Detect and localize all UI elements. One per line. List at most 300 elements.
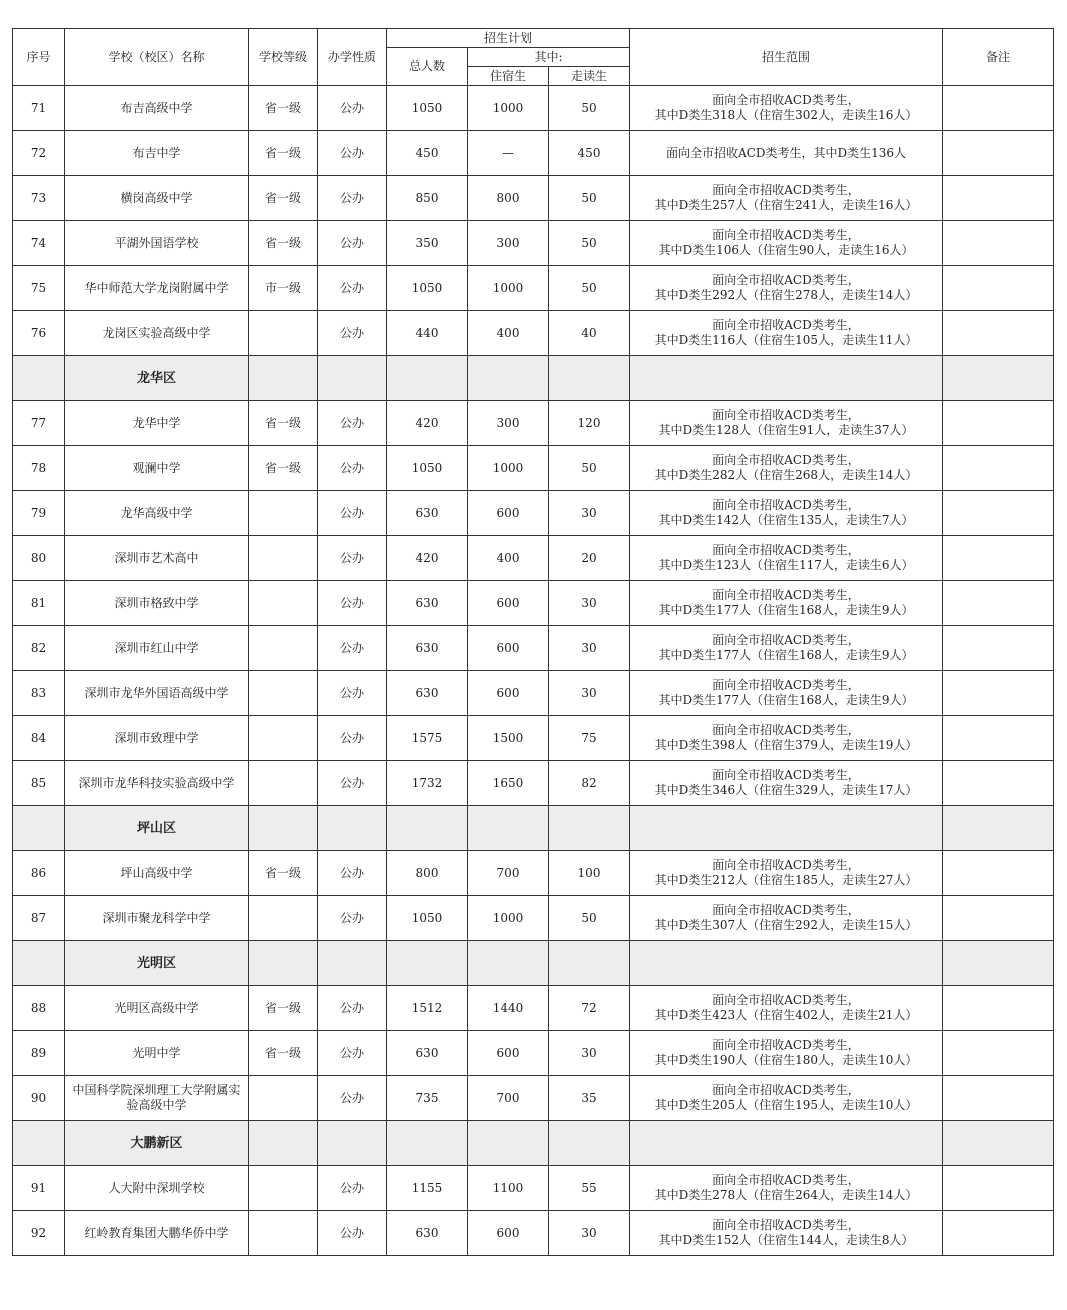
row-school-name: 中国科学院深圳理工大学附属实验高级中学 [65, 1076, 249, 1121]
row-level: 省一级 [249, 86, 318, 131]
row-boarding: 700 [468, 851, 549, 896]
row-total: 800 [387, 851, 468, 896]
table-header [13, 29, 1054, 86]
table-row [13, 671, 1054, 716]
district-empty-cell [630, 356, 943, 401]
district-empty-cell [318, 1121, 387, 1166]
row-boarding: — [468, 131, 549, 176]
row-boarding: 1000 [468, 446, 549, 491]
district-row [13, 1121, 1054, 1166]
district-empty-cell [318, 356, 387, 401]
scope-line-2: 其中D类生116人（住宿生105人，走读生11人） [654, 333, 918, 347]
district-row [13, 941, 1054, 986]
row-nature: 公办 [318, 581, 387, 626]
scope-line-1: 面向全市招收ACD类考生， [712, 633, 860, 647]
row-day: 35 [549, 1076, 630, 1121]
row-nature: 公办 [318, 221, 387, 266]
row-total: 630 [387, 491, 468, 536]
table-row [13, 581, 1054, 626]
row-seq: 84 [13, 716, 65, 761]
row-remarks [943, 896, 1054, 941]
row-nature: 公办 [318, 536, 387, 581]
row-nature: 公办 [318, 401, 387, 446]
table-row [13, 626, 1054, 671]
row-day: 55 [549, 1166, 630, 1211]
scope-line-1: 面向全市招收ACD类考生， [712, 1173, 860, 1187]
scope-line-2: 其中D类生177人（住宿生168人，走读生9人） [658, 693, 914, 707]
row-total: 630 [387, 1031, 468, 1076]
row-seq: 71 [13, 86, 65, 131]
header-boarding: 住宿生 [468, 67, 549, 86]
row-school-name: 深圳市红山中学 [65, 626, 249, 671]
row-nature: 公办 [318, 896, 387, 941]
row-scope [630, 311, 943, 356]
table-row [13, 446, 1054, 491]
row-nature: 公办 [318, 761, 387, 806]
row-nature: 公办 [318, 986, 387, 1031]
scope-line-1: 面向全市招收ACD类考生， [712, 498, 860, 512]
row-boarding: 1440 [468, 986, 549, 1031]
scope-line-1: 面向全市招收ACD类考生， [712, 1083, 860, 1097]
district-empty-cell [943, 941, 1054, 986]
header-seq: 序号 [13, 29, 65, 86]
row-level [249, 671, 318, 716]
row-remarks [943, 716, 1054, 761]
scope-line-2: 其中D类生423人（住宿生402人，走读生21人） [654, 1008, 918, 1022]
row-day: 50 [549, 446, 630, 491]
scope-line-1: 面向全市招收ACD类考生， [712, 273, 860, 287]
row-remarks [943, 671, 1054, 716]
row-school-name: 人大附中深圳学校 [65, 1166, 249, 1211]
row-remarks [943, 1211, 1054, 1256]
row-scope [630, 266, 943, 311]
row-level: 省一级 [249, 131, 318, 176]
district-empty-cell [549, 1121, 630, 1166]
district-empty-cell [468, 806, 549, 851]
district-empty-cell [943, 1121, 1054, 1166]
table-row [13, 1211, 1054, 1256]
row-seq: 82 [13, 626, 65, 671]
row-boarding: 1100 [468, 1166, 549, 1211]
row-school-name: 深圳市艺术高中 [65, 536, 249, 581]
table-row [13, 311, 1054, 356]
scope-line-2: 其中D类生205人（住宿生195人，走读生10人） [654, 1098, 918, 1112]
row-scope [630, 401, 943, 446]
row-remarks [943, 1031, 1054, 1076]
row-nature: 公办 [318, 311, 387, 356]
district-empty-cell [13, 941, 65, 986]
row-remarks [943, 266, 1054, 311]
row-seq: 91 [13, 1166, 65, 1211]
row-total: 630 [387, 626, 468, 671]
row-scope [630, 581, 943, 626]
scope-line-2: 其中D类生307人（住宿生292人，走读生15人） [654, 918, 918, 932]
row-remarks [943, 581, 1054, 626]
row-boarding: 400 [468, 311, 549, 356]
district-empty-cell [13, 1121, 65, 1166]
row-remarks [943, 761, 1054, 806]
district-empty-cell [13, 356, 65, 401]
district-empty-cell [549, 806, 630, 851]
row-school-name: 龙华中学 [65, 401, 249, 446]
row-boarding: 1000 [468, 86, 549, 131]
table-row [13, 1166, 1054, 1211]
table-row [13, 986, 1054, 1031]
header-plan: 招生计划 [387, 29, 630, 48]
district-empty-cell [630, 1121, 943, 1166]
row-total: 350 [387, 221, 468, 266]
table-row [13, 86, 1054, 131]
row-day: 50 [549, 221, 630, 266]
row-level [249, 536, 318, 581]
row-level [249, 491, 318, 536]
row-boarding: 800 [468, 176, 549, 221]
header-of-which: 其中: [468, 48, 630, 67]
scope-line-2: 其中D类生128人（住宿生91人，走读生37人） [658, 423, 914, 437]
row-level: 省一级 [249, 986, 318, 1031]
table-row [13, 176, 1054, 221]
row-school-name: 红岭教育集团大鹏华侨中学 [65, 1211, 249, 1256]
row-level [249, 1076, 318, 1121]
enrollment-table [12, 28, 1054, 1256]
scope-line-1: 面向全市招收ACD类考生， [712, 858, 860, 872]
district-empty-cell [943, 806, 1054, 851]
scope-line-2: 其中D类生177人（住宿生168人，走读生9人） [658, 603, 914, 617]
row-level: 省一级 [249, 1031, 318, 1076]
scope-line-2: 其中D类生346人（住宿生329人，走读生17人） [654, 783, 918, 797]
table-row [13, 131, 1054, 176]
district-empty-cell [249, 806, 318, 851]
row-nature: 公办 [318, 1031, 387, 1076]
row-nature: 公办 [318, 1211, 387, 1256]
scope-line-2: 其中D类生318人（住宿生302人，走读生16人） [654, 108, 918, 122]
row-school-name: 光明中学 [65, 1031, 249, 1076]
row-nature: 公办 [318, 716, 387, 761]
row-level [249, 626, 318, 671]
row-nature: 公办 [318, 851, 387, 896]
row-seq: 83 [13, 671, 65, 716]
row-total: 1050 [387, 86, 468, 131]
row-day: 40 [549, 311, 630, 356]
row-level [249, 1211, 318, 1256]
row-level: 省一级 [249, 401, 318, 446]
row-seq: 86 [13, 851, 65, 896]
row-day: 50 [549, 86, 630, 131]
scope-line-1: 面向全市招收ACD类考生， [712, 1038, 860, 1052]
row-total: 735 [387, 1076, 468, 1121]
district-empty-cell [387, 356, 468, 401]
table-row [13, 491, 1054, 536]
district-empty-cell [387, 941, 468, 986]
row-boarding: 300 [468, 401, 549, 446]
scope-line-1: 面向全市招收ACD类考生， [712, 183, 860, 197]
row-day: 30 [549, 581, 630, 626]
row-total: 420 [387, 401, 468, 446]
row-day: 450 [549, 131, 630, 176]
row-total: 1575 [387, 716, 468, 761]
row-scope [630, 131, 943, 176]
row-total: 1050 [387, 446, 468, 491]
row-seq: 77 [13, 401, 65, 446]
row-nature: 公办 [318, 266, 387, 311]
row-nature: 公办 [318, 86, 387, 131]
row-seq: 75 [13, 266, 65, 311]
row-seq: 80 [13, 536, 65, 581]
row-scope [630, 626, 943, 671]
district-name: 龙华区 [65, 356, 249, 401]
district-empty-cell [318, 941, 387, 986]
row-remarks [943, 311, 1054, 356]
table-row [13, 266, 1054, 311]
scope-line-1: 面向全市招收ACD类考生， [712, 1218, 860, 1232]
row-remarks [943, 176, 1054, 221]
row-seq: 92 [13, 1211, 65, 1256]
row-level: 省一级 [249, 446, 318, 491]
row-seq: 90 [13, 1076, 65, 1121]
row-boarding: 700 [468, 1076, 549, 1121]
row-seq: 81 [13, 581, 65, 626]
row-boarding: 1000 [468, 266, 549, 311]
row-day: 82 [549, 761, 630, 806]
row-boarding: 400 [468, 536, 549, 581]
table-row [13, 221, 1054, 266]
district-empty-cell [468, 356, 549, 401]
row-boarding: 600 [468, 626, 549, 671]
row-total: 850 [387, 176, 468, 221]
row-level: 省一级 [249, 851, 318, 896]
table-row [13, 851, 1054, 896]
row-total: 1155 [387, 1166, 468, 1211]
row-school-name: 华中师范大学龙岗附属中学 [65, 266, 249, 311]
row-boarding: 1650 [468, 761, 549, 806]
row-scope [630, 1211, 943, 1256]
table-row [13, 401, 1054, 446]
row-boarding: 600 [468, 671, 549, 716]
row-level [249, 1166, 318, 1211]
row-day: 30 [549, 1211, 630, 1256]
row-nature: 公办 [318, 626, 387, 671]
district-empty-cell [387, 806, 468, 851]
row-boarding: 1000 [468, 896, 549, 941]
row-remarks [943, 1076, 1054, 1121]
row-scope [630, 716, 943, 761]
row-level: 省一级 [249, 221, 318, 266]
district-name: 大鹏新区 [65, 1121, 249, 1166]
row-remarks [943, 536, 1054, 581]
row-scope [630, 536, 943, 581]
row-level [249, 896, 318, 941]
row-remarks [943, 626, 1054, 671]
district-empty-cell [630, 806, 943, 851]
row-total: 630 [387, 671, 468, 716]
scope-line-2: 其中D类生190人（住宿生180人，走读生10人） [654, 1053, 918, 1067]
row-school-name: 横岗高级中学 [65, 176, 249, 221]
row-school-name: 坪山高级中学 [65, 851, 249, 896]
scope-line-2: 其中D类生142人（住宿生135人，走读生7人） [658, 513, 914, 527]
scope-line-1: 面向全市招收ACD类考生， [712, 723, 860, 737]
header-day: 走读生 [549, 67, 630, 86]
district-empty-cell [630, 941, 943, 986]
row-scope [630, 176, 943, 221]
row-total: 630 [387, 581, 468, 626]
row-remarks [943, 851, 1054, 896]
row-remarks [943, 986, 1054, 1031]
district-empty-cell [549, 356, 630, 401]
row-scope [630, 86, 943, 131]
row-day: 50 [549, 266, 630, 311]
row-total: 1512 [387, 986, 468, 1031]
row-level [249, 716, 318, 761]
scope-line-2: 其中D类生292人（住宿生278人，走读生14人） [654, 288, 918, 302]
row-level: 省一级 [249, 176, 318, 221]
scope-line-2: 其中D类生152人（住宿生144人，走读生8人） [658, 1233, 914, 1247]
row-school-name: 平湖外国语学校 [65, 221, 249, 266]
district-empty-cell [468, 1121, 549, 1166]
row-boarding: 600 [468, 1031, 549, 1076]
scope-line-2: 其中D类生257人（住宿生241人，走读生16人） [654, 198, 918, 212]
row-total: 1732 [387, 761, 468, 806]
row-seq: 87 [13, 896, 65, 941]
row-seq: 76 [13, 311, 65, 356]
row-seq: 78 [13, 446, 65, 491]
scope-line-1: 面向全市招收ACD类考生， [712, 993, 860, 1007]
table-row [13, 1076, 1054, 1121]
row-school-name: 深圳市龙华科技实验高级中学 [65, 761, 249, 806]
row-nature: 公办 [318, 1076, 387, 1121]
table-row [13, 716, 1054, 761]
scope-line-2: 其中D类生123人（住宿生117人，走读生6人） [658, 558, 914, 572]
district-row [13, 806, 1054, 851]
row-scope [630, 221, 943, 266]
row-seq: 73 [13, 176, 65, 221]
row-school-name: 深圳市致理中学 [65, 716, 249, 761]
row-day: 30 [549, 626, 630, 671]
district-empty-cell [943, 356, 1054, 401]
row-scope [630, 851, 943, 896]
header-remarks: 备注 [943, 29, 1054, 86]
row-total: 420 [387, 536, 468, 581]
table-row [13, 896, 1054, 941]
district-empty-cell [318, 806, 387, 851]
scope-line-1: 面向全市招收ACD类考生， [712, 93, 860, 107]
district-empty-cell [249, 356, 318, 401]
header-nature: 办学性质 [318, 29, 387, 86]
scope-line-1: 面向全市招收ACD类考生， [712, 453, 860, 467]
row-day: 30 [549, 1031, 630, 1076]
table-row [13, 536, 1054, 581]
row-remarks [943, 401, 1054, 446]
scope-line-1: 面向全市招收ACD类考生， [712, 228, 860, 242]
header-scope: 招生范围 [630, 29, 943, 86]
row-remarks [943, 221, 1054, 266]
row-nature: 公办 [318, 1166, 387, 1211]
row-scope [630, 761, 943, 806]
scope-line-1: 面向全市招收ACD类考生， [712, 678, 860, 692]
row-total: 630 [387, 1211, 468, 1256]
row-scope [630, 1076, 943, 1121]
scope-line-2: 其中D类生398人（住宿生379人，走读生19人） [654, 738, 918, 752]
row-seq: 89 [13, 1031, 65, 1076]
district-empty-cell [468, 941, 549, 986]
row-boarding: 600 [468, 581, 549, 626]
row-scope [630, 1166, 943, 1211]
row-total: 1050 [387, 266, 468, 311]
row-seq: 88 [13, 986, 65, 1031]
row-total: 440 [387, 311, 468, 356]
row-remarks [943, 1166, 1054, 1211]
row-scope [630, 671, 943, 716]
district-name: 坪山区 [65, 806, 249, 851]
row-scope [630, 896, 943, 941]
row-seq: 74 [13, 221, 65, 266]
row-school-name: 布吉高级中学 [65, 86, 249, 131]
row-day: 100 [549, 851, 630, 896]
scope-line-1: 面向全市招收ACD类考生， [712, 768, 860, 782]
row-day: 72 [549, 986, 630, 1031]
row-scope [630, 986, 943, 1031]
table-row [13, 761, 1054, 806]
row-seq: 79 [13, 491, 65, 536]
header-school: 学校（校区）名称 [65, 29, 249, 86]
row-school-name: 布吉中学 [65, 131, 249, 176]
row-boarding: 600 [468, 491, 549, 536]
row-level [249, 311, 318, 356]
row-school-name: 深圳市格致中学 [65, 581, 249, 626]
row-nature: 公办 [318, 131, 387, 176]
row-school-name: 光明区高级中学 [65, 986, 249, 1031]
row-boarding: 300 [468, 221, 549, 266]
table-row [13, 1031, 1054, 1076]
row-scope [630, 491, 943, 536]
district-empty-cell [387, 1121, 468, 1166]
row-nature: 公办 [318, 491, 387, 536]
scope-line-1: 面向全市招收ACD类考生， [712, 903, 860, 917]
scope-line-2: 其中D类生282人（住宿生268人，走读生14人） [654, 468, 918, 482]
row-day: 20 [549, 536, 630, 581]
row-seq: 85 [13, 761, 65, 806]
district-empty-cell [549, 941, 630, 986]
scope-line-1: 面向全市招收ACD类考生， [712, 408, 860, 422]
row-day: 120 [549, 401, 630, 446]
scope-line-2: 其中D类生278人（住宿生264人，走读生14人） [654, 1188, 918, 1202]
row-nature: 公办 [318, 176, 387, 221]
row-scope [630, 1031, 943, 1076]
row-remarks [943, 86, 1054, 131]
header-level: 学校等级 [249, 29, 318, 86]
row-boarding: 1500 [468, 716, 549, 761]
scope-line-2: 其中D类生212人（住宿生185人，走读生27人） [654, 873, 918, 887]
row-remarks [943, 491, 1054, 536]
row-school-name: 龙岗区实验高级中学 [65, 311, 249, 356]
district-empty-cell [13, 806, 65, 851]
row-school-name: 深圳市聚龙科学中学 [65, 896, 249, 941]
row-school-name: 龙华高级中学 [65, 491, 249, 536]
row-day: 30 [549, 671, 630, 716]
row-nature: 公办 [318, 671, 387, 716]
district-empty-cell [249, 1121, 318, 1166]
row-remarks [943, 131, 1054, 176]
row-total: 1050 [387, 896, 468, 941]
scope-line-1: 面向全市招收ACD类考生， [712, 588, 860, 602]
scope-line-2: 其中D类生106人（住宿生90人，走读生16人） [658, 243, 914, 257]
row-seq: 72 [13, 131, 65, 176]
table-body [13, 86, 1054, 1256]
row-level: 市一级 [249, 266, 318, 311]
row-day: 50 [549, 176, 630, 221]
scope-line-1: 面向全市招收ACD类考生， [712, 318, 860, 332]
row-level [249, 581, 318, 626]
district-empty-cell [249, 941, 318, 986]
